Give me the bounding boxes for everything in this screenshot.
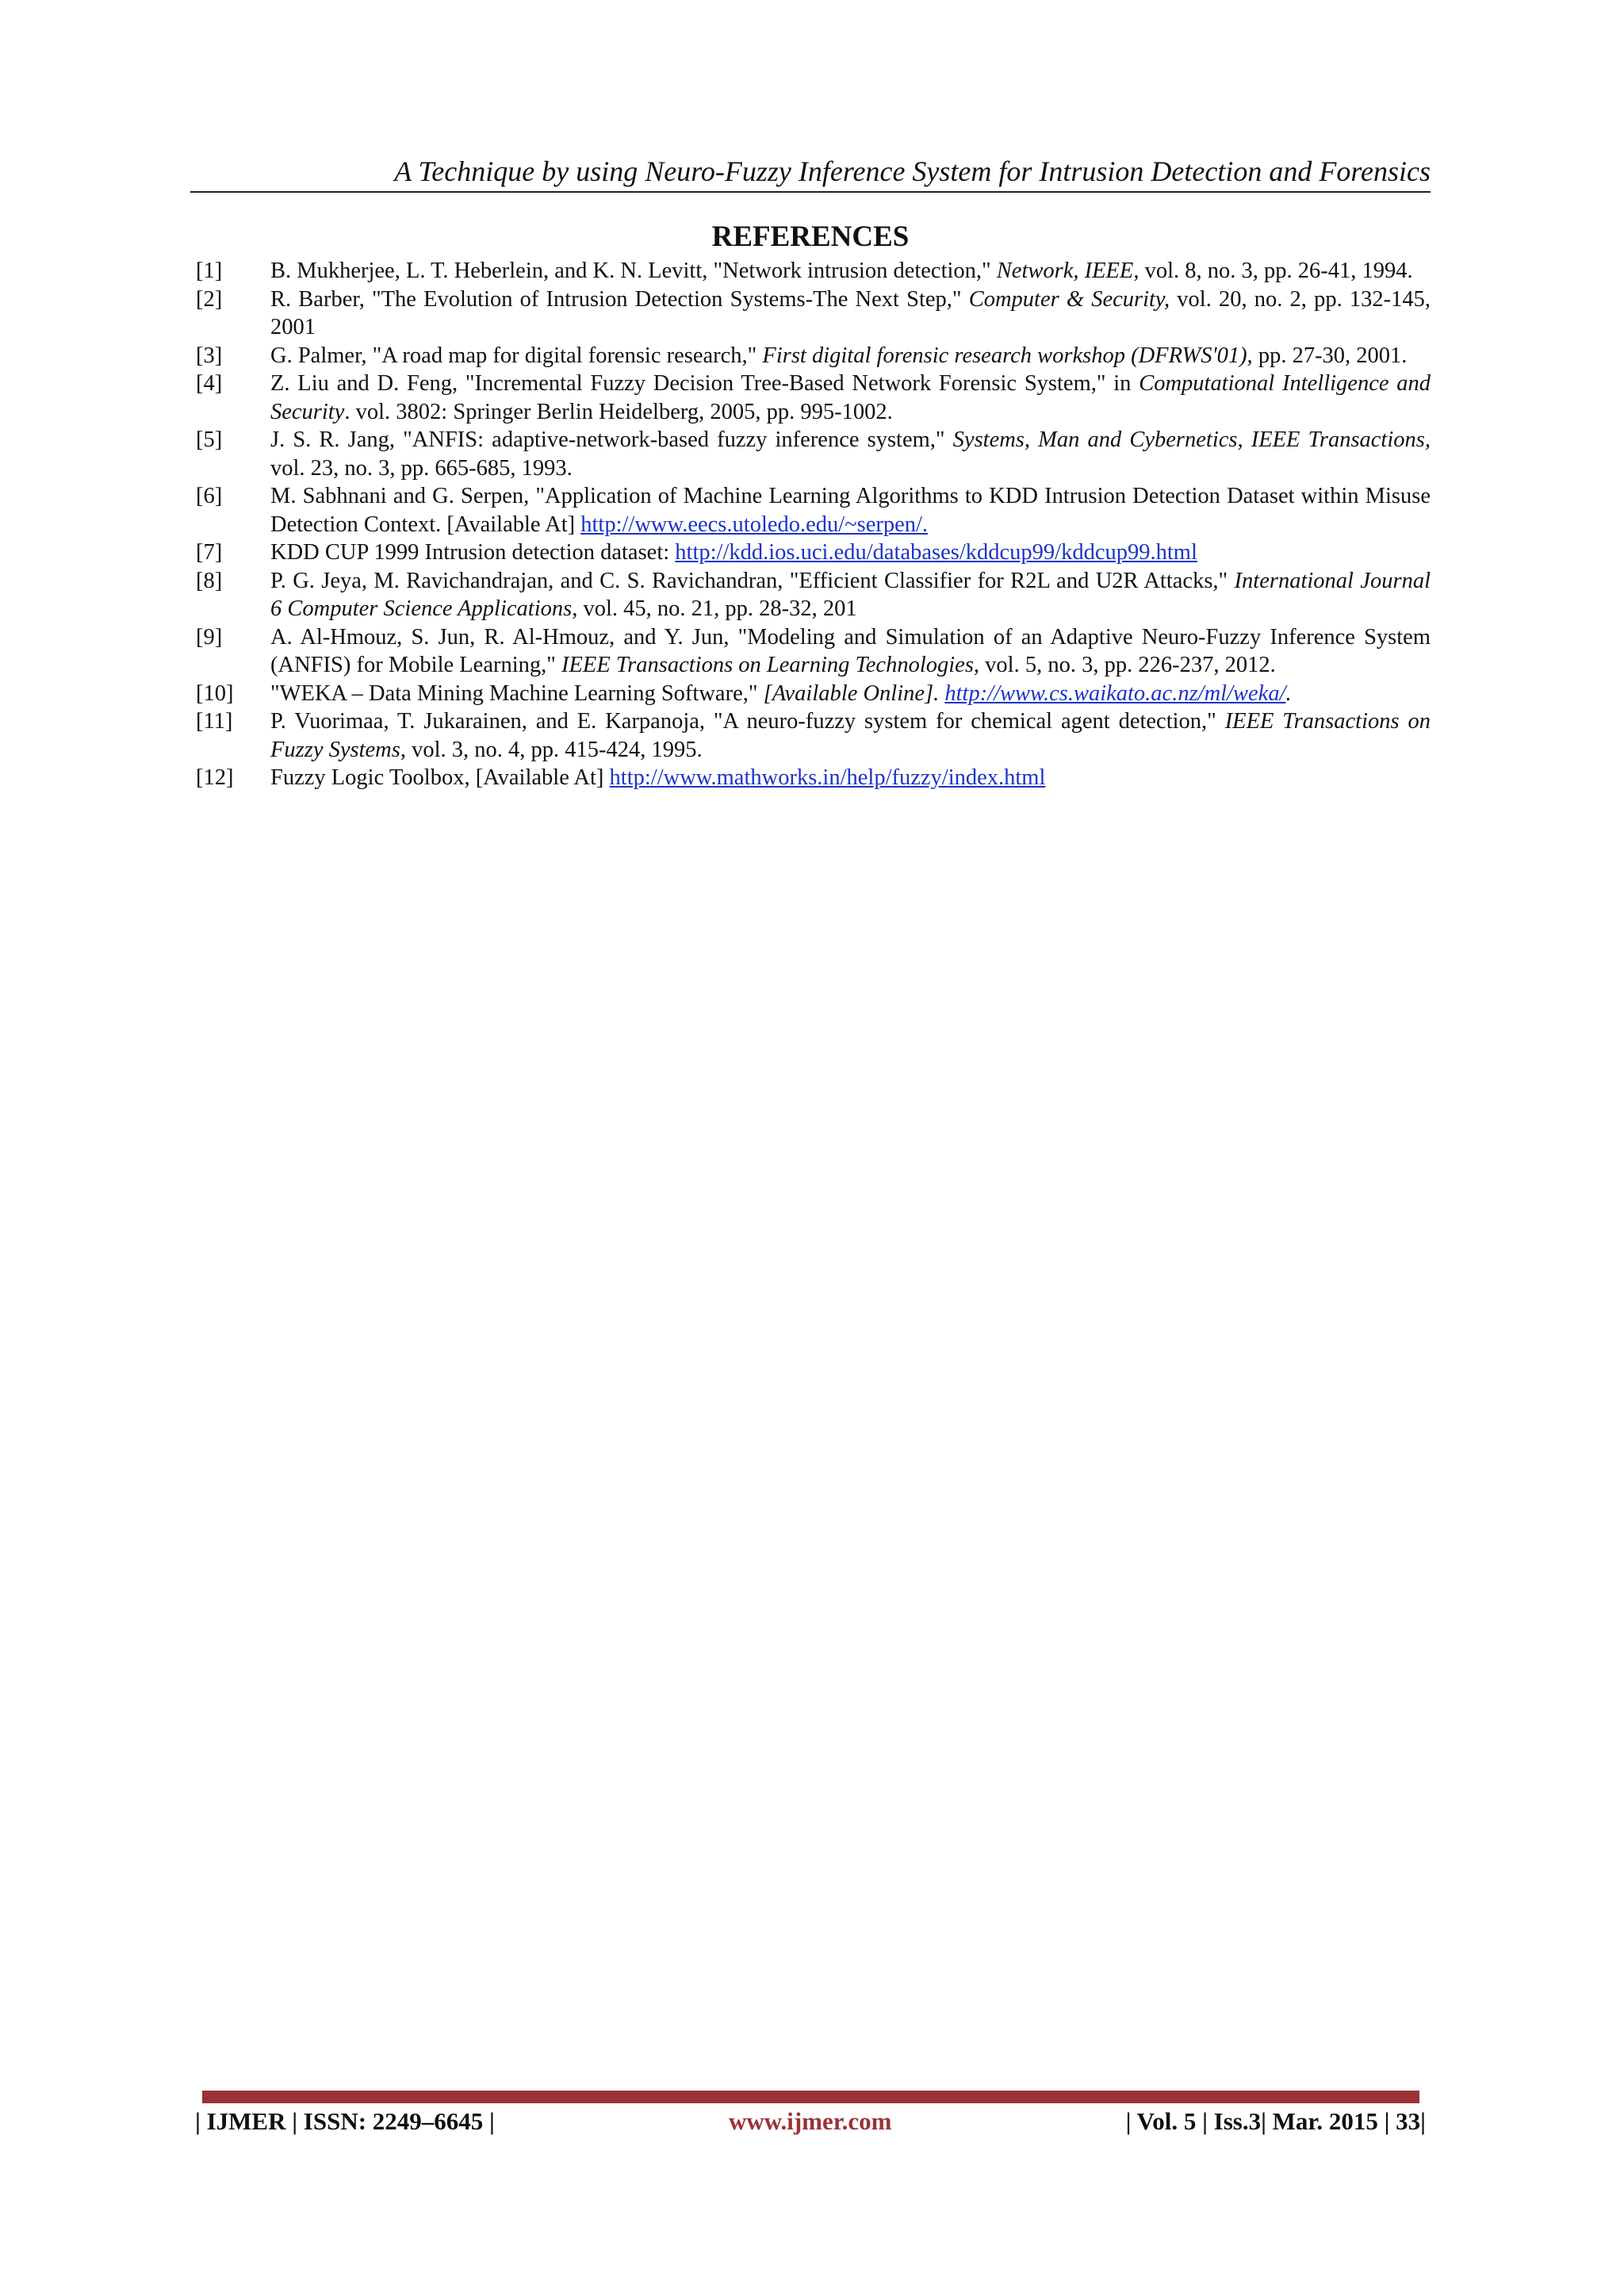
reference-item <box>196 680 1431 708</box>
reference-italic-text: [Available Online]. <box>763 680 940 706</box>
reference-text: P. G. Jeya, M. Ravichandrajan, and C. S. Ravichandran, "Efficient Classifier for R2L and U2R Attacks," <box>270 568 1235 593</box>
reference-text: M. Sabhnani and G. Serpen, "Application of Machine Learning Algorithms to KDD Intrusion Detection Dataset within Misuse Detection Context. [Available At] <box>270 484 1431 537</box>
reference-italic-text: IEEE Transactions on Fuzzy Systems, <box>270 709 1431 762</box>
reference-text: vol. 45, no. 21, pp. 28-32, 201 <box>577 596 857 621</box>
footer-bar <box>202 2091 1419 2103</box>
reference-item <box>196 482 1431 539</box>
reference-number: [4] <box>196 371 223 396</box>
reference-item <box>196 342 1431 370</box>
reference-italic-text: Network, IEEE, <box>996 259 1139 283</box>
header-rule <box>190 191 1431 193</box>
reference-item <box>196 257 1431 286</box>
reference-number: [8] <box>196 568 223 593</box>
reference-italic-text: First digital forensic research workshop (DFRWS'01), <box>762 343 1253 368</box>
reference-number: [6] <box>196 484 223 508</box>
reference-text: Fuzzy Logic Toolbox, [Available At] <box>270 765 610 790</box>
footer-volume-page: | Vol. 5 | Iss.3| Mar. 2015 | 33| <box>1125 2107 1426 2135</box>
reference-italic-text: . <box>1285 680 1292 706</box>
reference-text: J. S. R. Jang, "ANFIS: adaptive-network-based fuzzy inference system," <box>270 427 953 452</box>
reference-link[interactable]: http://www.eecs.utoledo.edu/~serpen/. <box>580 512 929 537</box>
reference-italic-text: International Journal 6 Computer Science Applications, <box>270 568 1431 621</box>
running-header: A Technique by using Neuro-Fuzzy Inference System for Intrusion Detection and Forensics <box>394 155 1431 187</box>
reference-number: [3] <box>196 343 223 368</box>
reference-text: P. Vuorimaa, T. Jukarainen, and E. Karpanoja, "A neuro-fuzzy system for chemical agent detection," <box>270 709 1225 734</box>
reference-number: [5] <box>196 427 223 452</box>
reference-link[interactable]: http://kdd.ios.uci.edu/databases/kddcup99/kddcup99.html <box>675 540 1197 565</box>
reference-number: [12] <box>196 765 234 790</box>
reference-italic-text: Computer & Security, <box>968 286 1170 312</box>
reference-item <box>196 539 1431 567</box>
reference-item <box>196 764 1431 792</box>
reference-item <box>196 567 1431 623</box>
reference-text: vol. 20, no. 2, pp. 132-145, 2001 <box>270 286 1431 339</box>
reference-list <box>196 257 1431 792</box>
reference-text: B. Mukherjee, L. T. Heberlein, and K. N. Levitt, "Network intrusion detection," <box>270 259 997 283</box>
reference-italic-text: Computational Intelligence and Security <box>270 371 1431 424</box>
reference-number: [9] <box>196 624 223 650</box>
reference-text: . vol. 3802: Springer Berlin Heidelberg, 2005, pp. 995-1002. <box>344 399 893 424</box>
footer <box>195 2106 1426 2137</box>
reference-number: [1] <box>196 259 223 283</box>
reference-link[interactable]: http://www.cs.waikato.ac.nz/ml/weka/ <box>944 680 1286 706</box>
reference-text: A. Al-Hmouz, S. Jun, R. Al-Hmouz, and Y. Jun, "Modeling and Simulation of an Adaptive Neuro-Fuzzy Inference System (ANFIS) for Mobile Learning," <box>270 624 1431 677</box>
reference-item <box>196 286 1431 342</box>
reference-item <box>196 707 1431 764</box>
reference-text: vol. 8, no. 3, pp. 26-41, 1994. <box>1139 259 1413 283</box>
reference-item <box>196 370 1431 426</box>
reference-text: R. Barber, "The Evolution of Intrusion Detection Systems-The Next Step," <box>270 286 969 312</box>
references-heading: REFERENCES <box>711 220 910 253</box>
reference-text: "WEKA – Data Mining Machine Learning Software," <box>270 680 764 706</box>
reference-italic-text: Systems, Man and Cybernetics, IEEE Transactions, <box>952 427 1431 452</box>
reference-text: vol. 23, no. 3, pp. 665-685, 1993. <box>270 455 573 481</box>
reference-number: [10] <box>196 680 234 706</box>
reference-number: [2] <box>196 286 223 312</box>
reference-item <box>196 623 1431 680</box>
footer-journal-issn: | IJMER | ISSN: 2249–6645 | <box>195 2107 495 2135</box>
reference-text: Z. Liu and D. Feng, "Incremental Fuzzy Decision Tree-Based Network Forensic System," in <box>270 371 1139 396</box>
reference-text: pp. 27-30, 2001. <box>1252 343 1408 368</box>
reference-italic-text: IEEE Transactions on Learning Technologies, <box>561 653 980 677</box>
reference-number: [7] <box>196 540 223 565</box>
footer-website[interactable]: www.ijmer.com <box>729 2107 892 2135</box>
reference-item <box>196 426 1431 482</box>
reference-number: [11] <box>196 709 233 734</box>
reference-text: vol. 3, no. 4, pp. 415-424, 1995. <box>405 737 703 762</box>
reference-text: G. Palmer, "A road map for digital forensic research," <box>270 343 763 368</box>
reference-text: KDD CUP 1999 Intrusion detection dataset: <box>270 540 676 565</box>
reference-text: vol. 5, no. 3, pp. 226-237, 2012. <box>979 653 1276 677</box>
reference-link[interactable]: http://www.mathworks.in/help/fuzzy/index.html <box>609 765 1046 790</box>
